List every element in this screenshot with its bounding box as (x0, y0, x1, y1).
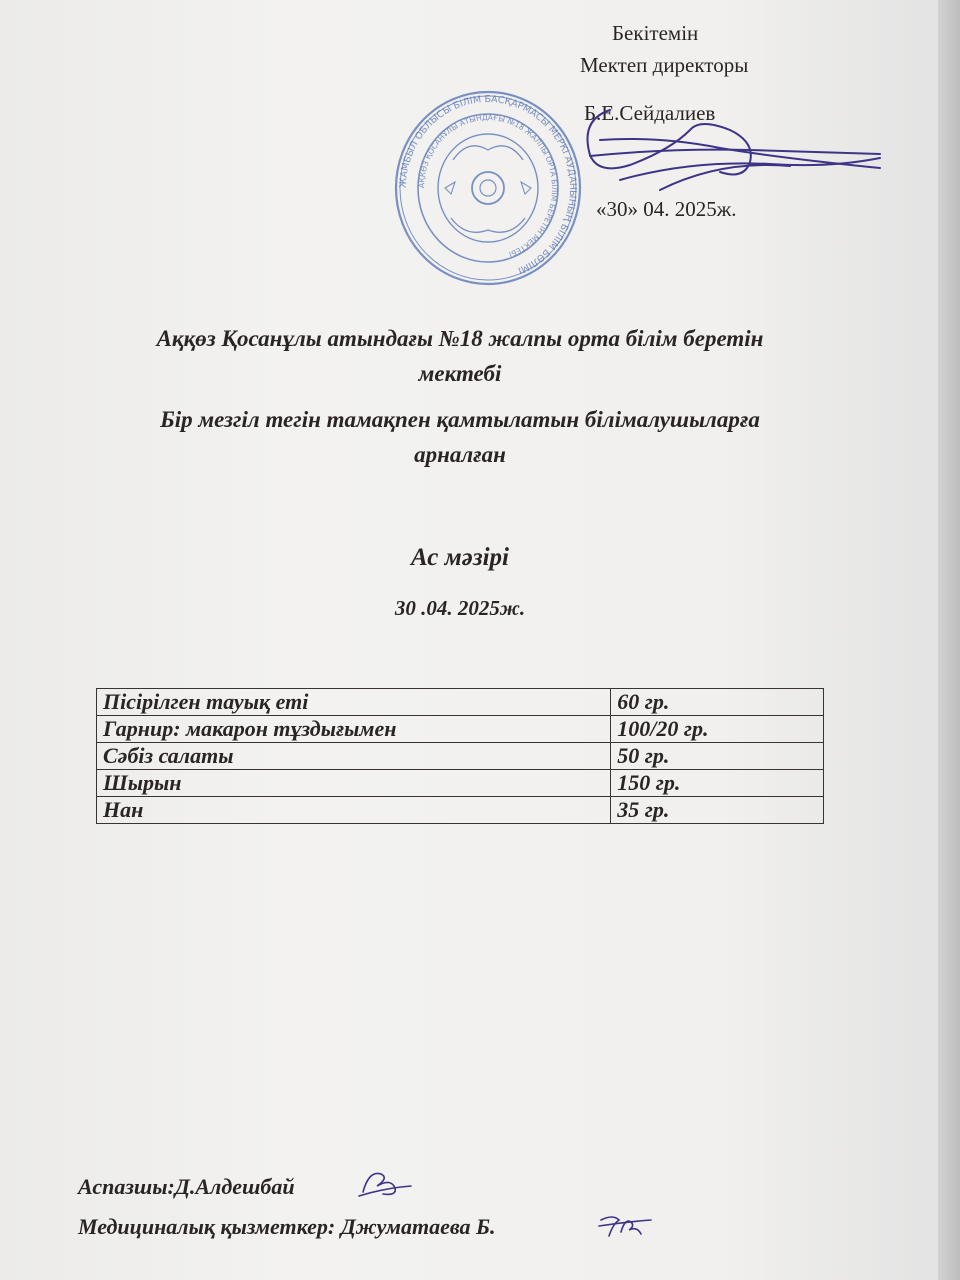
official-stamp (393, 88, 583, 288)
director-signature (560, 100, 890, 220)
menu-item-quantity: 50 гр. (611, 743, 824, 770)
menu-item-name: Шырын (97, 770, 611, 797)
cook-signature (355, 1166, 415, 1202)
menu-item-quantity: 35 гр. (611, 797, 824, 824)
table-row (97, 797, 824, 824)
menu-item-quantity: 60 гр. (611, 689, 824, 716)
approval-date: «30» 04. 2025ж. (596, 197, 737, 221)
medic-signature (595, 1212, 655, 1242)
approval-director-name: Б.Е.Сейдалиев (584, 101, 716, 125)
menu-date: 30 .04. 2025ж. (394, 596, 526, 620)
document-title (60, 322, 860, 472)
cook-signature-line: Аспазшы:Д.Алдешбай (78, 1174, 295, 1199)
approval-position: Мектеп директоры (580, 53, 749, 77)
paper-edge (938, 0, 960, 1280)
purpose-line1: Бір мезгіл тегін тамақпен қамтылатын білімалушыларға (160, 407, 760, 432)
stamp-inner-text: АҚКӨЗ ҚОСАНҰЛЫ АТЫНДАҒЫ №18 ЖАЛПЫ ОРТА БІЛІМ БЕРЕТІН МЕКТЕБІ (416, 112, 560, 260)
school-name-line1: Аққөз Қосанұлы атындағы №18 жалпы орта білім беретін (156, 326, 764, 351)
approval-heading: Бекітемін (612, 21, 699, 45)
menu-item-name: Сәбіз салаты (97, 743, 611, 770)
medic-signature-line: Медициналық қызметкер: Джуматаева Б. (78, 1214, 496, 1239)
menu-item-quantity: 100/20 гр. (611, 716, 824, 743)
table-row (97, 743, 824, 770)
table-row (97, 716, 824, 743)
purpose-line2: арналған (414, 441, 506, 467)
menu-title: Ас мәзірі (410, 544, 509, 571)
menu-item-quantity: 150 гр. (611, 770, 824, 797)
menu-item-name: Нан (97, 797, 611, 824)
menu-table (96, 688, 824, 824)
table-row (97, 689, 824, 716)
stamp-outer-text: ЖАМБЫЛ ОБЛЫСЫ БІЛІМ БАСҚАРМАСЫ МЕРКІ АУДАНЫНЫҢ БІЛІМ БӨЛІМІ (397, 93, 579, 276)
table-row (97, 770, 824, 797)
menu-item-name: Гарнир: макарон тұздығымен (97, 716, 611, 743)
menu-item-name: Пісірілген тауық еті (97, 689, 611, 716)
school-name-line2: мектебі (418, 360, 502, 386)
